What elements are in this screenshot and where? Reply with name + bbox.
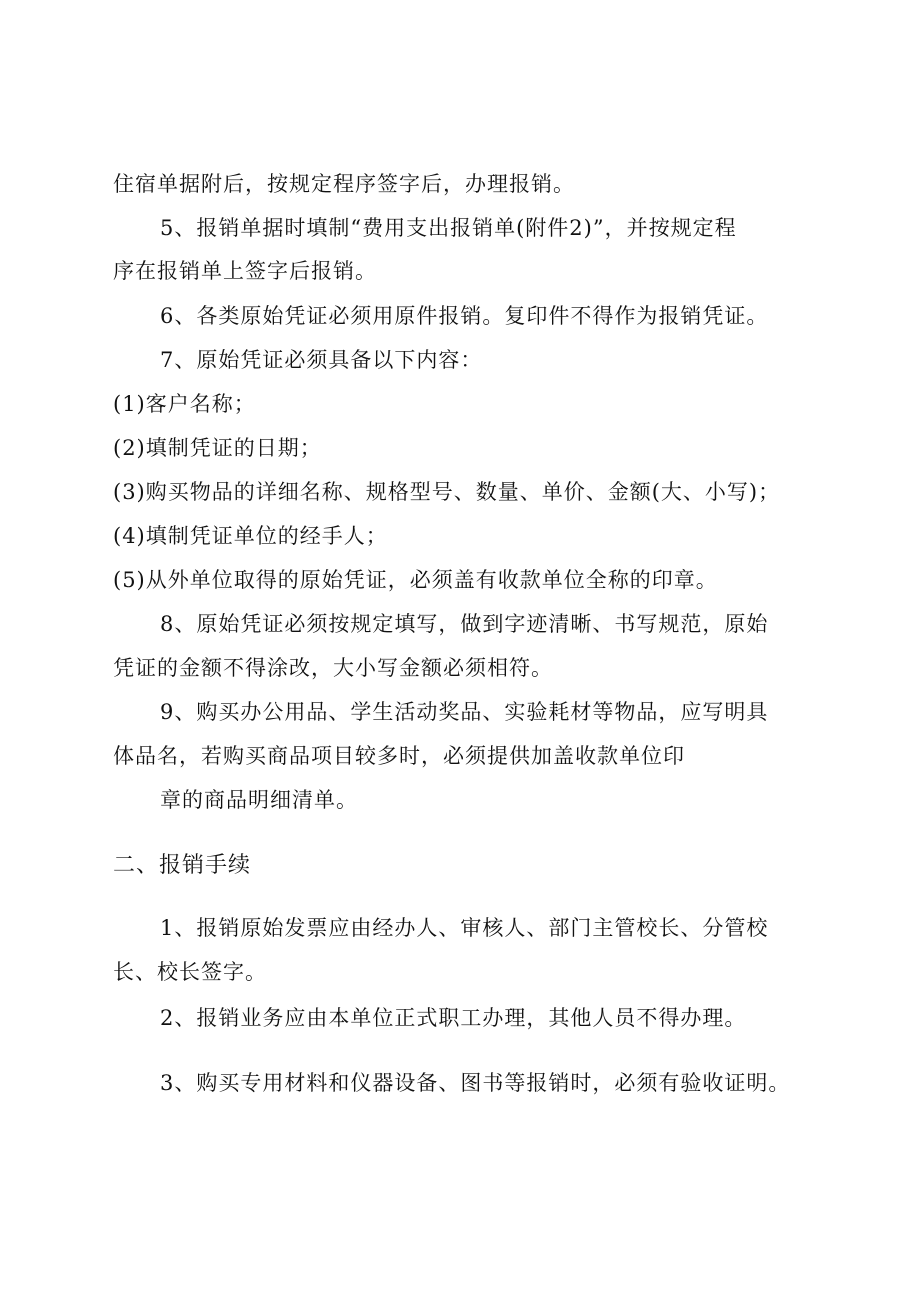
paragraph-line: 长、校长签字。 [113, 960, 267, 984]
paragraph-line: 序在报销单上签字后报销。 [113, 259, 377, 283]
paragraph-line: 2、报销业务应由本单位正式职工办理，其他人员不得办理。 [160, 1006, 747, 1030]
paragraph-line: 章的商品明细清单。 [160, 788, 358, 812]
list-item: (5)从外单位取得的原始凭证，必须盖有收款单位全称的印章。 [113, 568, 718, 592]
paragraph-line: 住宿单据附后，按规定程序签字后，办理报销。 [113, 172, 575, 196]
paragraph-line: 体品名，若购买商品项目较多时，必须提供加盖收款单位印 [113, 744, 685, 768]
paragraph-line: 凭证的金额不得涂改，大小写金额必须相符。 [113, 656, 553, 680]
paragraph-line: 1、报销原始发票应由经办人、审核人、部门主管校长、分管校 [160, 916, 769, 940]
paragraph-line: 3、购买专用材料和仪器设备、图书等报销时，必须有验收证明。 [160, 1071, 791, 1095]
paragraph-line: 6、各类原始凭证必须用原件报销。复印件不得作为报销凭证。 [160, 304, 769, 328]
paragraph-line: 9、购买办公用品、学生活动奖品、实验耗材等物品，应写明具 [160, 700, 769, 724]
paragraph-line: 8、原始凭证必须按规定填写，做到字迹清晰、书写规范，原始 [160, 612, 769, 636]
list-item: (2)填制凭证的日期； [113, 436, 322, 460]
list-item: (1)客户名称； [113, 392, 256, 416]
list-item: (3)购买物品的详细名称、规格型号、数量、单价、金额(大、小写)； [113, 480, 781, 504]
paragraph-line: 7、原始凭证必须具备以下内容： [160, 348, 483, 372]
section-heading: 二、报销手续 [113, 853, 252, 878]
paragraph-line: 5、报销单据时填制“费用支出报销单(附件2)”，并按规定程 [160, 216, 737, 240]
list-item: (4)填制凭证单位的经手人； [113, 524, 388, 548]
